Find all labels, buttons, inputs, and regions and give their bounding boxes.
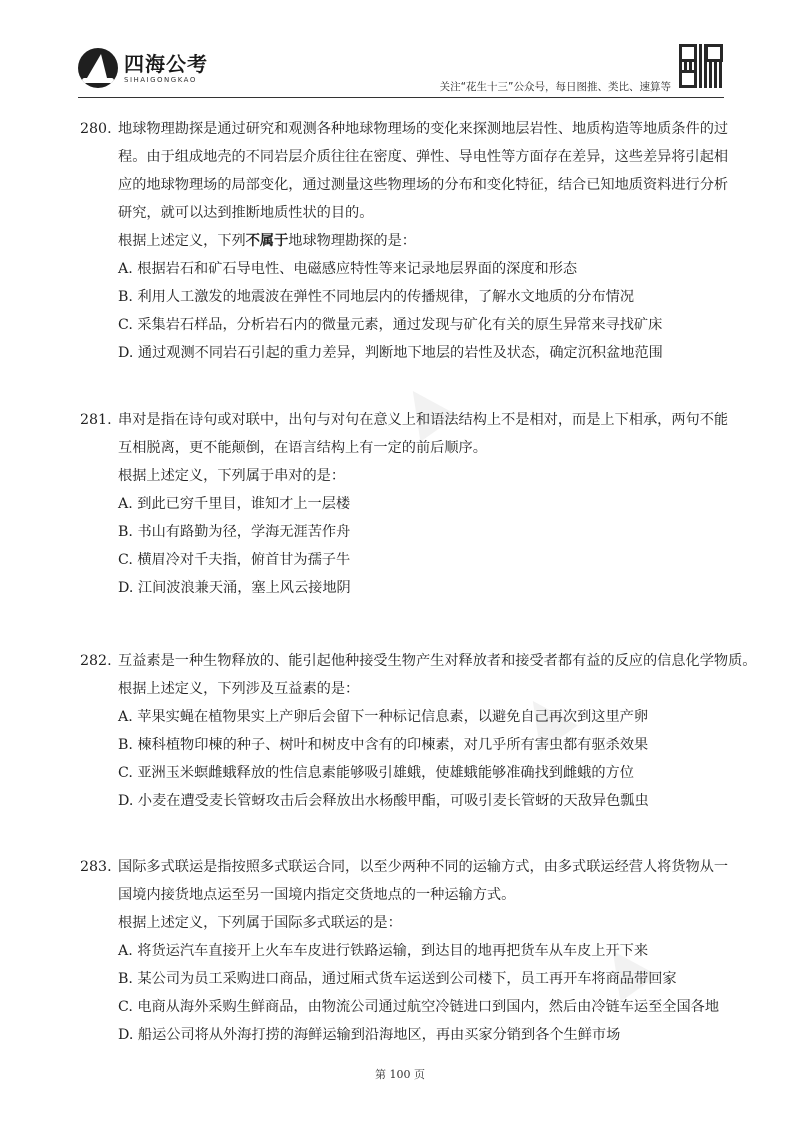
option-a: A. 将货运汽车直接开上火车车皮进行铁路运输，到达目的地再把货车从车皮上开下来 [118,943,649,959]
stem-line: 互相脱离，更不能颠倒，在语言结构上有一定的前后顺序。 [118,440,487,456]
stem-line: 国境内接货地点运至另一国境内指定交货地点的一种运输方式。 [118,887,516,903]
option-d: D. 船运公司将从外海打捞的海鲜运输到沿海地区，再由买家分销到各个生鲜市场 [118,1027,621,1043]
option-c: C. 采集岩石样品，分析岩石内的微量元素，通过发现与矿化有关的原生异常来寻找矿床 [118,317,663,333]
option-d: D. 通过观测不同岩石引起的重力差异，判断地下地层的岩性及状态，确定沉积盆地范围 [118,345,663,361]
qr-code-icon [679,44,723,88]
question-prompt [118,227,726,255]
option-a: A. 到此已穷千里目，谁知才上一层楼 [118,496,351,512]
stem-line: 地球物理勘探是通过研究和观测各种地球物理场的变化来探测地层岩性、地质构造等地质条件的过 [118,121,729,137]
option-a: A. 苹果实蝇在植物果实上产卵后会留下一种标记信息素，以避免自己再次到这里产卵 [118,709,649,725]
logo-title: 四海公考 [124,52,208,76]
question-number: 280. [80,121,112,137]
option-b: B. 某公司为员工采购进口商品，通过厢式货车运送到公司楼下，员工再开车将商品带回家 [118,971,677,987]
question-number: 282. [80,653,112,669]
stem-line: 互益素是一种生物释放的、能引起他种接受生物产生对释放者和接受者都有益的反应的信息化学物质。 [118,653,757,669]
question-prompt: 根据上述定义，下列属于串对的是： [118,468,346,484]
question-281 [80,406,729,602]
question-number: 281. [80,412,112,428]
question-stem [118,853,729,909]
question-280 [80,115,729,367]
option-d: D. 小麦在遭受麦长管蚜攻击后会释放出水杨酸甲酯，可吸引麦长管蚜的天敌异色瓢虫 [118,793,649,809]
page-number: 第 100 页 [375,1068,425,1081]
option-b: B. 楝科植物印楝的种子、树叶和树皮中含有的印楝素，对几乎所有害虫都有驱杀效果 [118,737,649,753]
option-c: C. 亚洲玉米螟雌蛾释放的性信息素能够吸引雄蛾，使雄蛾能够准确找到雌蛾的方位 [118,765,634,781]
option-b: B. 书山有路勤为径，学海无涯苦作舟 [118,524,351,540]
option-d: D. 江间波浪兼天涌，塞上风云接地阴 [118,580,351,596]
watermark-logo-icon: ▲ [384,361,466,449]
question-stem [118,647,757,675]
option-b: B. 利用人工激发的地震波在弹性不同地层内的传播规律，了解水文地质的分布情况 [118,289,635,305]
option-a: A. 根据岩石和矿石导电性、电磁感应特性等来记录地层界面的深度和形态 [118,261,578,277]
question-stem [118,115,729,227]
stem-line: 应的地球物理场的局部变化，通过测量这些物理场的分布和变化特征，结合已知地质资料进行分析 [118,177,729,193]
question-number: 283. [80,859,112,875]
option-c: C. 横眉冷对千夫指，俯首甘为孺子牛 [118,552,351,568]
stem-line: 国际多式联运是指按照多式联运合同，以至少两种不同的运输方式，由多式联运经营人将货物从一 [118,859,729,875]
stem-line: 串对是指在诗句或对联中，出句与对句在意义上和语法结构上不是相对，而是上下相承，两句不能 [118,412,729,428]
option-c: C. 电商从海外采购生鲜商品，由物流公司通过航空冷链进口到国内，然后由冷链车运至全国各地 [118,999,720,1015]
question-prompt: 根据上述定义，下列属于国际多式联运的是： [118,915,402,931]
stem-line: 研究，就可以达到推断地质性状的目的。 [118,205,374,221]
prompt-prefix: 根据上述定义，下列 [118,233,246,249]
page-footer [0,1066,800,1082]
header-tagline: 关注“花生十三”公众号，每日图推、类比、速算等 [439,81,671,93]
question-stem [118,406,729,462]
prompt-emphasis: 不属于 [245,233,289,249]
prompt-suffix: 地球物理勘探的是： [288,233,416,249]
page-header [0,0,800,100]
brand-logo [78,48,208,88]
question-prompt: 根据上述定义，下列涉及互益素的是： [118,681,360,697]
header-divider [78,97,724,98]
question-282 [80,647,757,815]
question-283 [80,853,729,1049]
watermark-logo-icon: ▲ [584,921,666,1009]
stem-line: 程。由于组成地壳的不同岩层介质往往在密度、弹性、导电性等方面存在差异，这些差异将引起相 [118,149,729,165]
watermark-logo-icon: ▲ [504,671,586,759]
sailboat-logo-icon [78,48,118,88]
logo-subtitle: SIHAIGONGKAO [124,76,197,84]
